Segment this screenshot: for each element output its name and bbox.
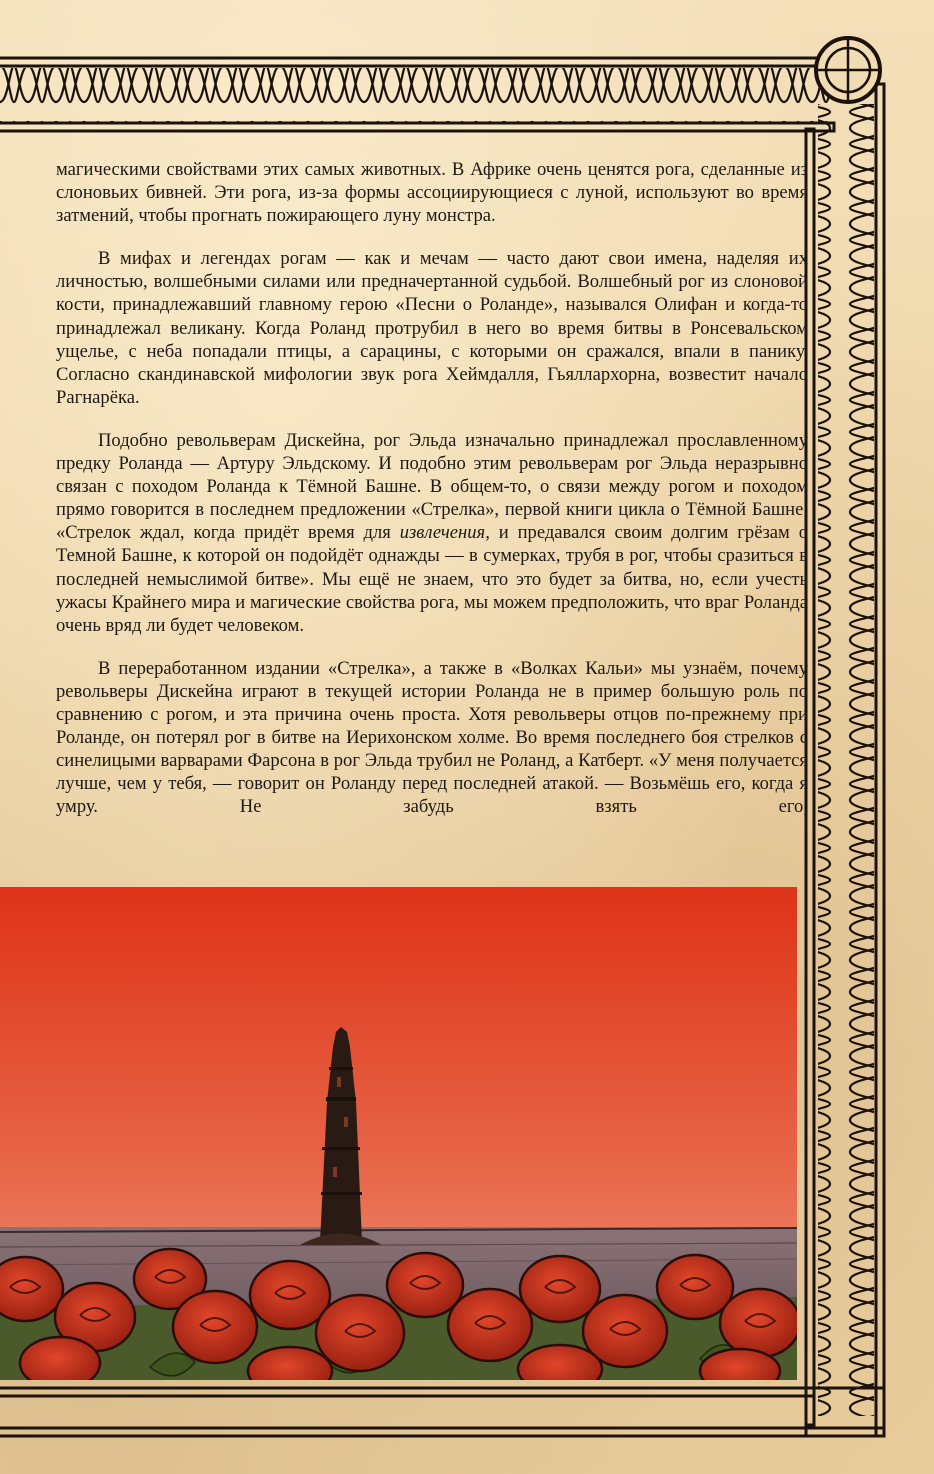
paragraph-1: магическими свойствами этих самых животных. В Африке очень ценятся рога, сделанные из слоновьих бивней. Эти рога, из-за формы ассоциирующиеся с луной, используют во время затмений, чтобы прогнать пожирающего луну монстра. xyxy=(56,159,808,227)
paragraph-2: В мифах и легендах рогам — как и мечам — часто дают свои имена, наделяя их личностью, волшебными силами или предначертанной судьбой. Волшебный рог из слоновой кости, принадлежавший главному герою «Песни о Роланде», назывался Олифан и когда-то принадлежал великану. Когда Роланд протрубил в него во время битвы в Ронсевальском ущелье, с неба попадали птицы, а сарацины, с которыми он сражался, впали в панику. Согласно скандинавской мифологии звук рога Хеймдалля, Гьяллархорна, возвестит начало Рагнарёка. xyxy=(56,248,808,408)
paragraph-3-part-1: Подобно револьверам Дискейна, рог Эльда изначально принадлежал прославленному предку Роланда — Артуру Эльдскому. И подобно этим револьверам рог Эльда неразрывно связан с походом Роланда к Тёмной Башне. В общем-то, о связи между рогом и походом прямо говорится в последнем предложении «Стрелка», первой книги цикла о Тёмной Башне. «Стрелок ждал, когда придёт время для xyxy=(56,429,808,544)
article-body xyxy=(56,158,808,818)
paragraph-3 xyxy=(56,429,808,637)
paragraph-3-part-2: и предавался своим долгим грёзам о Темной Башне, к которой он подойдёт однажды — в сумерках, трубя в рог, чтобы сразиться в последней немыслимой битве». Мы ещё не знаем, что это будет за битва, но, если учесть ужасы Крайнего мира и магические свойства рога, мы можем предположить, что враг Роланда очень вряд ли будет человеком. xyxy=(56,522,808,636)
paragraph-3-italic: извлечения, xyxy=(399,522,490,544)
illustration-dark-tower xyxy=(0,887,797,1380)
paragraph-4: В переработанном издании «Стрелка», а также в «Волках Кальи» мы узнаём, почему револьверы Дискейна играют в текущей истории Роланда не в пример большую роль по сравнению с рогом, и эта причина очень проста. Хотя револьверы отцов по-прежнему при Роланде, он потерял рог в битве на Иерихонском холме. Во время последнего боя стрелков с синелицыми варварами Фарсона в рог Эльда трубил не Роланд, а Катберт. «У меня получается лучше, чем у тебя, — говорит он Роланду перед последней атакой. — Возьмёшь его, когда я умру. Не забудь взять его, xyxy=(56,657,808,818)
